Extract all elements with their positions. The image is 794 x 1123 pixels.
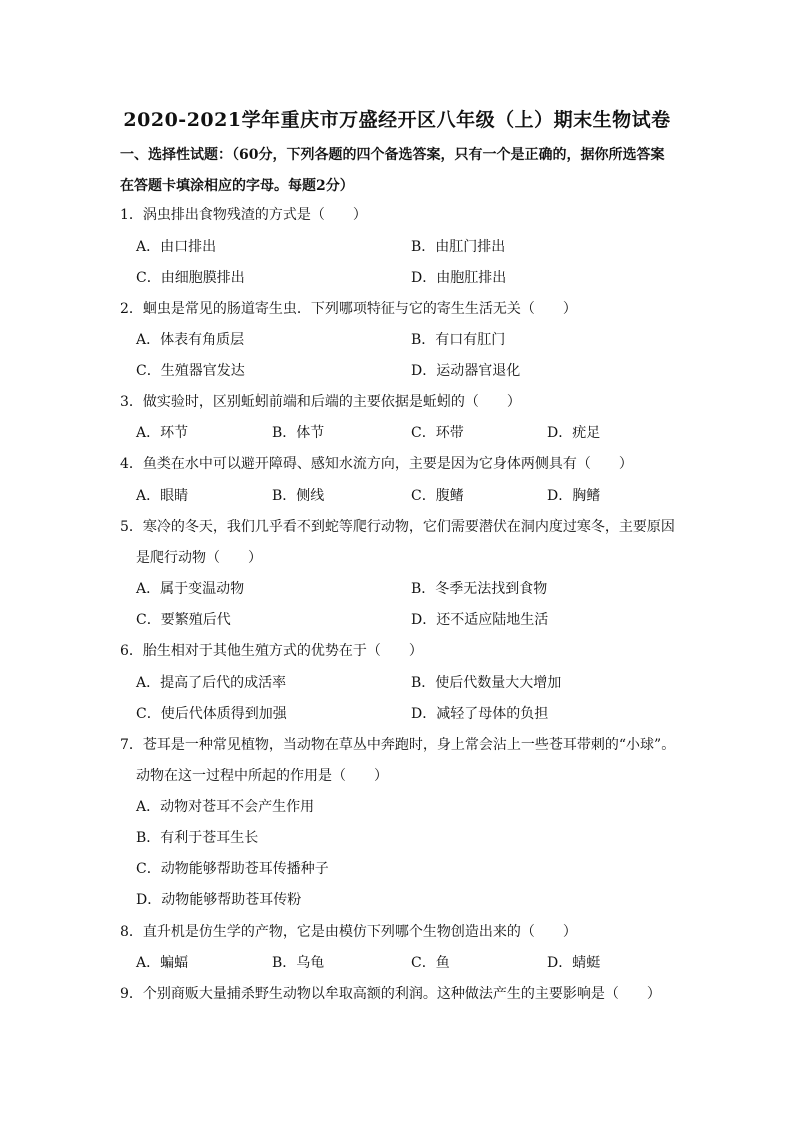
question-7-continued: 动物在这一过程中所起的作用是（ ） [136,768,388,784]
q4-option-a[interactable]: A．眼睛 [136,488,189,504]
question-8: 8．直升机是仿生学的产物，它是由模仿下列哪个生物创造出来的（ ） [120,924,577,940]
question-2: 2．蛔虫是常见的肠道寄生虫．下列哪项特征与它的寄生生活无关（ ） [120,301,577,317]
q7-option-b[interactable]: B．有利于苍耳生长 [136,830,259,846]
q8-option-c[interactable]: C．鱼 [411,955,450,971]
q1-option-b[interactable]: B．由肛门排出 [411,239,506,255]
q1-option-c[interactable]: C．由细胞膜排出 [136,270,245,286]
q4-option-c[interactable]: C．腹鳍 [411,488,464,504]
q7-option-a[interactable]: A．动物对苍耳不会产生作用 [136,799,315,815]
q1-option-d[interactable]: D．由胞肛排出 [411,270,507,286]
q7-option-c[interactable]: C．动物能够帮助苍耳传播种子 [136,861,329,877]
question-4: 4．鱼类在水中可以避开障碍、感知水流方向，主要是因为它身体两侧具有（ ） [120,456,633,472]
q6-option-d[interactable]: D．减轻了母体的负担 [411,706,549,722]
q5-option-b[interactable]: B．冬季无法找到食物 [411,581,548,597]
q5-option-d[interactable]: D．还不适应陆地生活 [411,612,549,628]
question-1: 1．涡虫排出食物残渣的方式是（ ） [120,207,367,223]
q3-option-b[interactable]: B．体节 [272,425,325,441]
question-5-continued: 是爬行动物（ ） [136,550,262,566]
q3-option-c[interactable]: C．环带 [411,425,464,441]
q4-option-d[interactable]: D．胸鳍 [547,488,601,504]
q1-option-a[interactable]: A．由口排出 [136,239,217,255]
question-3: 3．做实验时，区别蚯蚓前端和后端的主要依据是蚯蚓的（ ） [120,394,521,410]
q2-option-a[interactable]: A．体表有角质层 [136,332,245,348]
question-6: 6．胎生相对于其他生殖方式的优势在于（ ） [120,643,423,659]
q3-option-a[interactable]: A．环节 [136,425,189,441]
q3-option-d[interactable]: D．疣足 [547,425,601,441]
section-instructions-line1: 一、选择性试题：（60分，下列各题的四个备选答案，只有一个是正确的，据你所选答案 [120,147,665,163]
q2-option-d[interactable]: D．运动器官退化 [411,363,521,379]
q4-option-b[interactable]: B．侧线 [272,488,325,504]
question-9: 9．个别商贩大量捕杀野生动物以牟取高额的利润。这种做法产生的主要影响是（ ） [120,986,661,1002]
q8-option-d[interactable]: D．蜻蜓 [547,955,601,971]
q7-option-d[interactable]: D．动物能够帮助苍耳传粉 [136,892,302,908]
q8-option-a[interactable]: A．蝙蝠 [136,955,189,971]
q2-option-c[interactable]: C．生殖器官发达 [136,363,245,379]
question-7: 7．苍耳是一种常见植物，当动物在草丛中奔跑时，身上常会沾上一些苍耳带刺的“小球”。 [120,737,676,753]
q6-option-c[interactable]: C．使后代体质得到加强 [136,706,287,722]
exam-title: 2020-2021学年重庆市万盛经开区八年级（上）期末生物试卷 [123,109,671,131]
q5-option-c[interactable]: C．要繁殖后代 [136,612,231,628]
q5-option-a[interactable]: A．属于变温动物 [136,581,245,597]
q6-option-b[interactable]: B．使后代数量大大增加 [411,675,562,691]
q6-option-a[interactable]: A．提高了后代的成活率 [136,675,287,691]
q8-option-b[interactable]: B．乌龟 [272,955,325,971]
question-5: 5．寒冷的冬天，我们几乎看不到蛇等爬行动物，它们需要潜伏在洞内度过寒冬，主要原因 [120,519,675,535]
section-instructions-line2: 在答题卡填涂相应的字母。每题2分） [120,178,354,194]
q2-option-b[interactable]: B．有口有肛门 [411,332,506,348]
